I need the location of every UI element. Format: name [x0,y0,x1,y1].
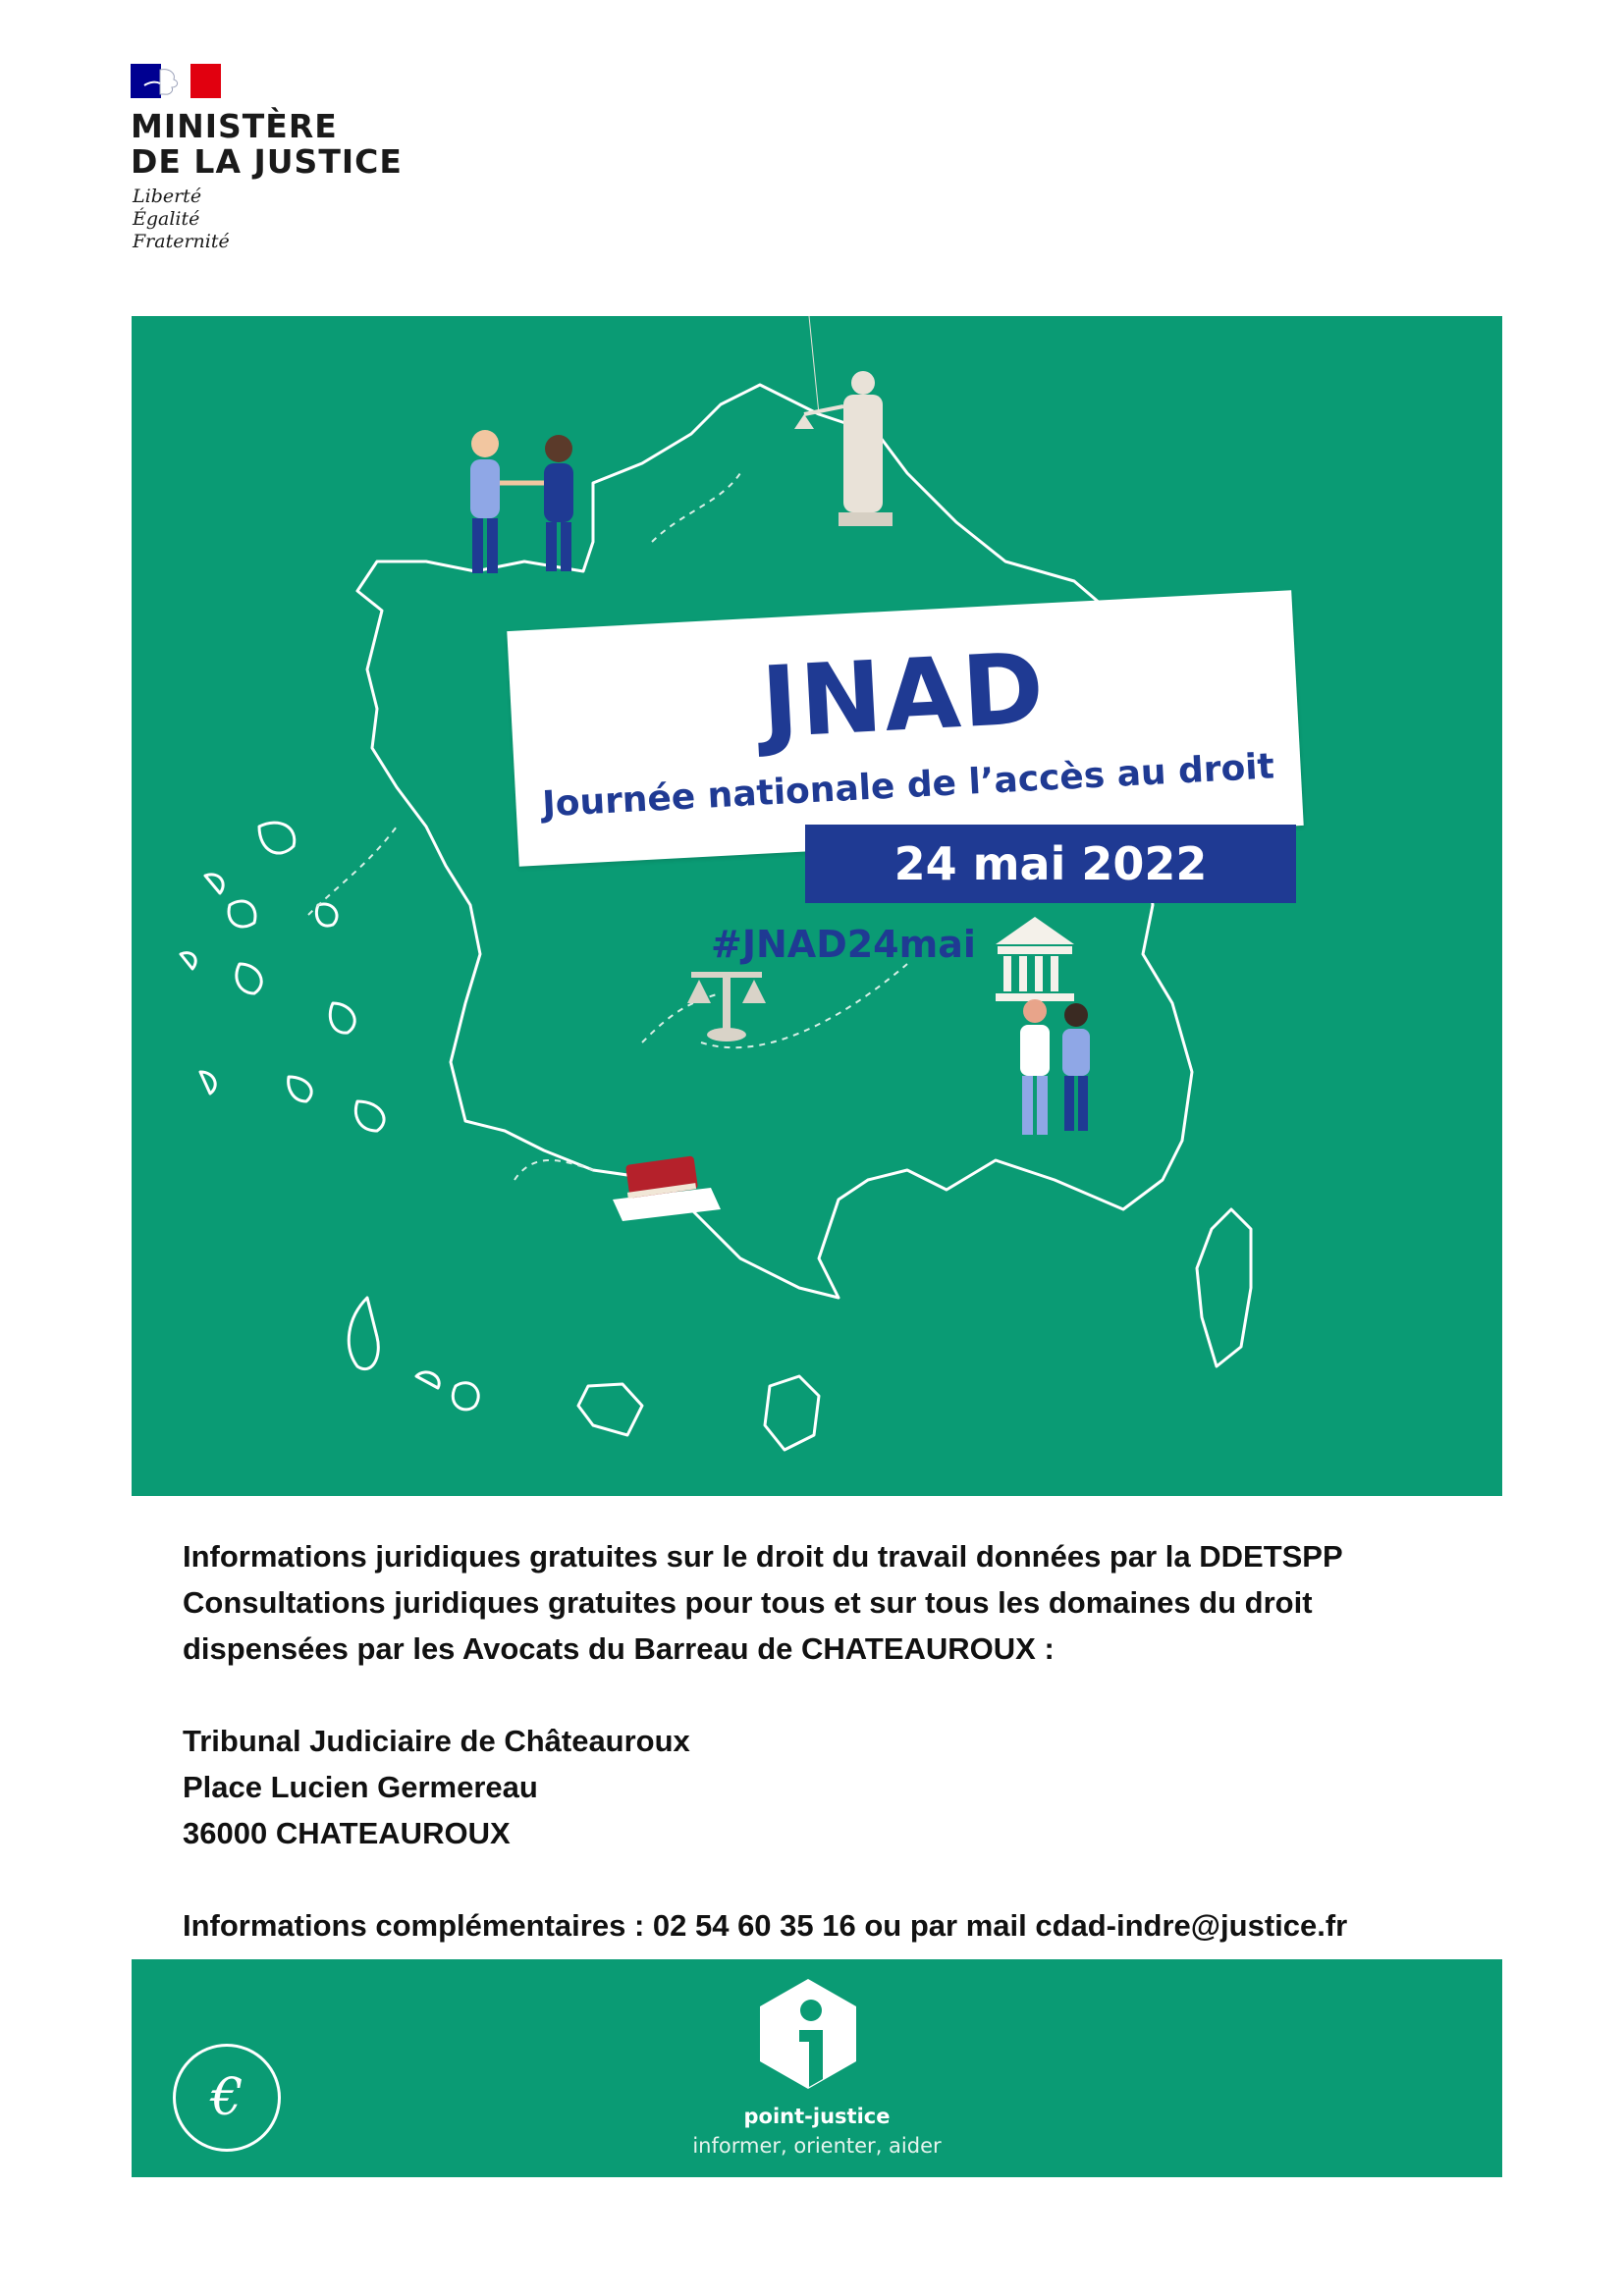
euro-symbol: € [210,2068,244,2127]
footer-banner [132,1959,1502,2177]
event-date: 24 mai 2022 [805,825,1296,903]
law-book-icon [613,1155,721,1221]
address-line-1: Tribunal Judiciaire de Châteauroux [183,1724,690,1758]
event-hashtag: #JNAD24mai [711,923,976,966]
motto-egalite: Égalité [133,208,200,230]
point-justice-logo-icon [756,1977,860,2091]
contact-line: Informations complémentaires : 02 54 60 35 16 ou par mail cdad-indre@justice.fr [183,1908,1348,1943]
motto-liberte: Liberté [133,186,202,207]
info-line-1: Informations juridiques gratuites sur le droit du travail données par la DDETSPP [183,1539,1343,1574]
point-justice-tagline: informer, orienter, aider [692,2134,942,2158]
poster-title: JNAD [758,630,1049,761]
info-line-2: Consultations juridiques gratuites pour tous et sur tous les domaines du droit [183,1585,1313,1620]
scales-icon [687,972,766,1041]
motto-fraternite: Fraternité [133,231,230,252]
ministry-name-line1: MINISTÈRE [131,107,338,145]
info-line-3: dispensées par les Avocats du Barreau de CHATEAUROUX : [183,1631,1055,1666]
france-map-illustration [132,316,1502,1496]
poster-subtitle: Journée nationale de l’accès au droit [541,746,1275,826]
justice-statue-icon [794,316,893,526]
jnad-poster [132,316,1502,1496]
point-justice-name: point-justice [743,2105,891,2128]
marianne-flag-icon [131,64,221,98]
address-line-2: Place Lucien Germereau [183,1770,538,1804]
event-information [183,1533,1498,1949]
courthouse-icon [996,917,1074,1001]
address-line-3: 36000 CHATEAUROUX [183,1816,511,1850]
walking-people-icon [1020,999,1090,1135]
ministry-logo [131,64,425,260]
ministry-name-line2: DE LA JUSTICE [131,142,403,181]
handshake-people-icon [470,430,573,573]
